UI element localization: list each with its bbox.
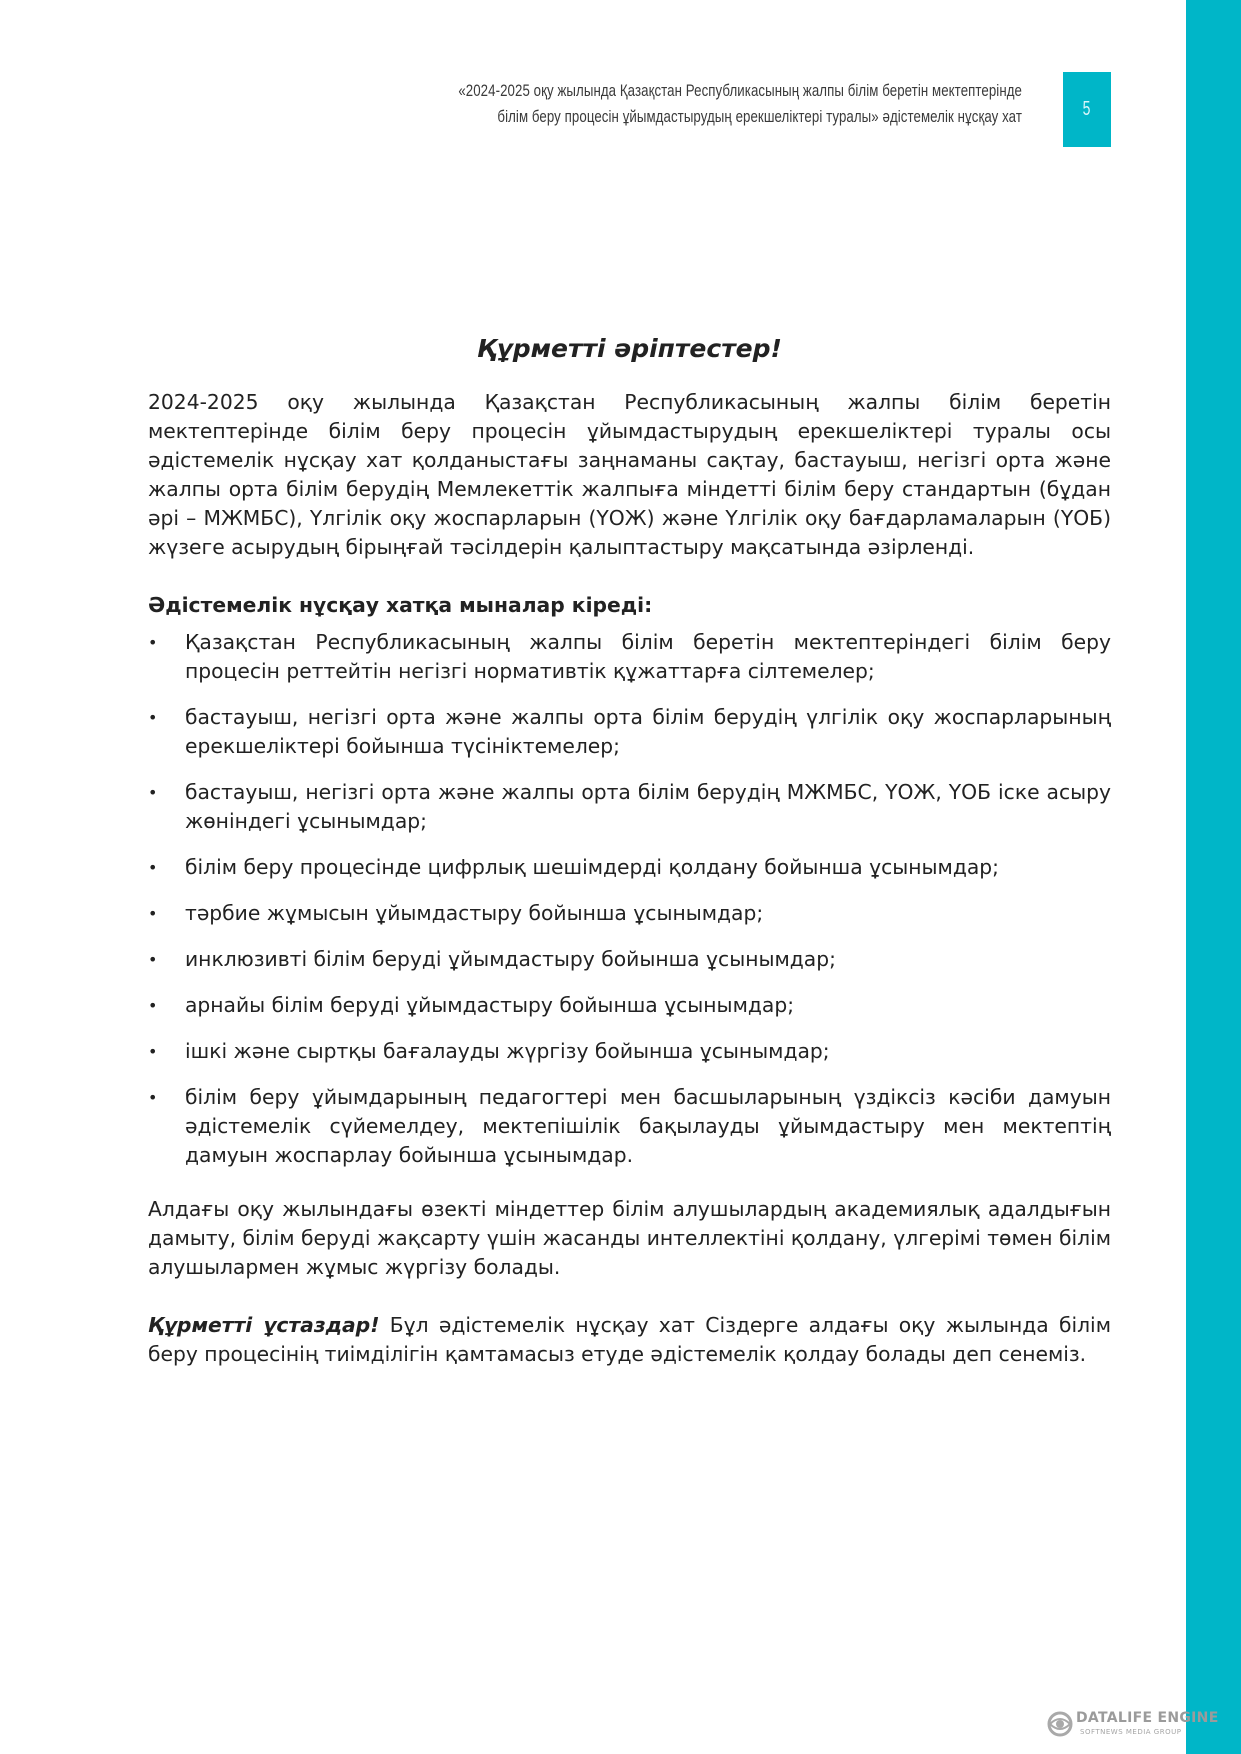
list-item-text: тәрбие жұмысын ұйымдастыру бойынша ұсынымдар; <box>185 901 764 925</box>
watermark-subtitle: SOFTNEWS MEDIA GROUP <box>1080 1728 1182 1736</box>
list-item-text: білім беру ұйымдарының педагогтері мен басшыларының үздіксіз кәсіби дамуын әдістемелік сүйемелдеу, мектепішілік бақылауды ұйымдастыру мен мектептің дамуын жоспарлау бойынша ұсынымдар. <box>185 1085 1111 1167</box>
list-item <box>148 945 1111 974</box>
bullet-icon: • <box>148 858 158 877</box>
list-item <box>148 778 1111 836</box>
list-item <box>148 853 1111 882</box>
greeting-title: Құрметті әріптестер! <box>477 334 782 363</box>
list-item-text: бастауыш, негізгі орта және жалпы орта білім берудің МЖМБС, ҮОЖ, ҮОБ іске асыру жөніндегі ұсынымдар; <box>185 780 1111 833</box>
bullet-icon: • <box>148 1042 158 1061</box>
bullet-icon: • <box>148 633 158 652</box>
tasks-paragraph: Алдағы оқу жылындағы өзекті міндеттер білім алушылардың академиялық адалдығын дамыту, білім беруді жақсарту үшін жасанды интеллектіні қолдану, үлгерімі төмен білім алушылармен жұмыс жүргізу болады. <box>148 1197 1111 1279</box>
list-item <box>148 1083 1111 1170</box>
watermark <box>1046 1706 1241 1740</box>
list-item <box>148 703 1111 761</box>
page-number-badge <box>1063 72 1111 147</box>
running-header-line-2: білім беру процесін ұйымдастырудың ерекшеліктері туралы» әдістемелік нұсқау хат <box>497 107 1022 126</box>
document-body <box>148 332 1111 1369</box>
list-item <box>148 1037 1111 1066</box>
running-header <box>414 78 1022 130</box>
bullet-icon: • <box>148 783 158 802</box>
closing-text: Бұл әдістемелік нұсқау хат Сіздерге алдағы оқу жылында білім беру процесінің тиімділігін қамтамасыз етуде әдістемелік қолдау болады деп сенеміз. <box>148 1313 1111 1366</box>
bullet-icon: • <box>148 996 158 1015</box>
list-item <box>148 991 1111 1020</box>
list-item-text: бастауыш, негізгі орта және жалпы орта білім берудің үлгілік оқу жоспарларының ерекшеліктері бойынша түсініктемелер; <box>185 705 1111 758</box>
list-item-text: ішкі және сыртқы бағалауды жүргізу бойынша ұсынымдар; <box>185 1039 830 1063</box>
page-number: 5 <box>1083 98 1091 120</box>
list-item-text: білім беру процесінде цифрлық шешімдерді қолдану бойынша ұсынымдар; <box>185 855 999 879</box>
eye-logo-icon <box>1046 1710 1074 1738</box>
list-item-text: инклюзивті білім беруді ұйымдастыру бойынша ұсынымдар; <box>185 947 836 971</box>
contents-list <box>148 628 1111 1170</box>
bullet-icon: • <box>148 708 158 727</box>
closing-lead: Құрметті ұстаздар! <box>148 1313 380 1337</box>
list-item <box>148 899 1111 928</box>
bullet-icon: • <box>148 1088 158 1107</box>
list-heading: Әдістемелік нұсқау хатқа мыналар кіреді: <box>148 593 653 617</box>
list-item <box>148 628 1111 686</box>
list-item-text: арнайы білім беруді ұйымдастыру бойынша ұсынымдар; <box>185 993 795 1017</box>
running-header-line-1: «2024-2025 оқу жылында Қазақстан Республикасының жалпы білім беретін мектептерінде <box>458 81 1023 100</box>
bullet-icon: • <box>148 904 158 923</box>
closing-paragraph <box>148 1311 1111 1369</box>
watermark-title: DATALIFE ENGINE <box>1076 1710 1219 1726</box>
intro-paragraph: 2024-2025 оқу жылында Қазақстан Республикасының жалпы білім беретін мектептерінде білім беру процесін ұйымдастырудың ерекшеліктері туралы осы әдістемелік нұсқау хат қолданыстағы заңнаманы сақтау, бастауыш, негізгі орта және жалпы орта білім берудің Мемлекеттік жалпыға міндетті білім беру стандартын (бұдан әрі – МЖМБС), Үлгілік оқу жоспарларын (ҮОЖ) және Үлгілік оқу бағдарламаларын (ҮОБ) жүзеге асырудың бірыңғай тәсілдерін қалыптастыру мақсатында әзірленді. <box>148 390 1111 559</box>
side-accent-stripe <box>1186 0 1241 1754</box>
bullet-icon: • <box>148 950 158 969</box>
list-item-text: Қазақстан Республикасының жалпы білім беретін мектептеріндегі білім беру процесін реттейтін негізгі нормативтік құжаттарға сілтемелер; <box>185 630 1111 683</box>
